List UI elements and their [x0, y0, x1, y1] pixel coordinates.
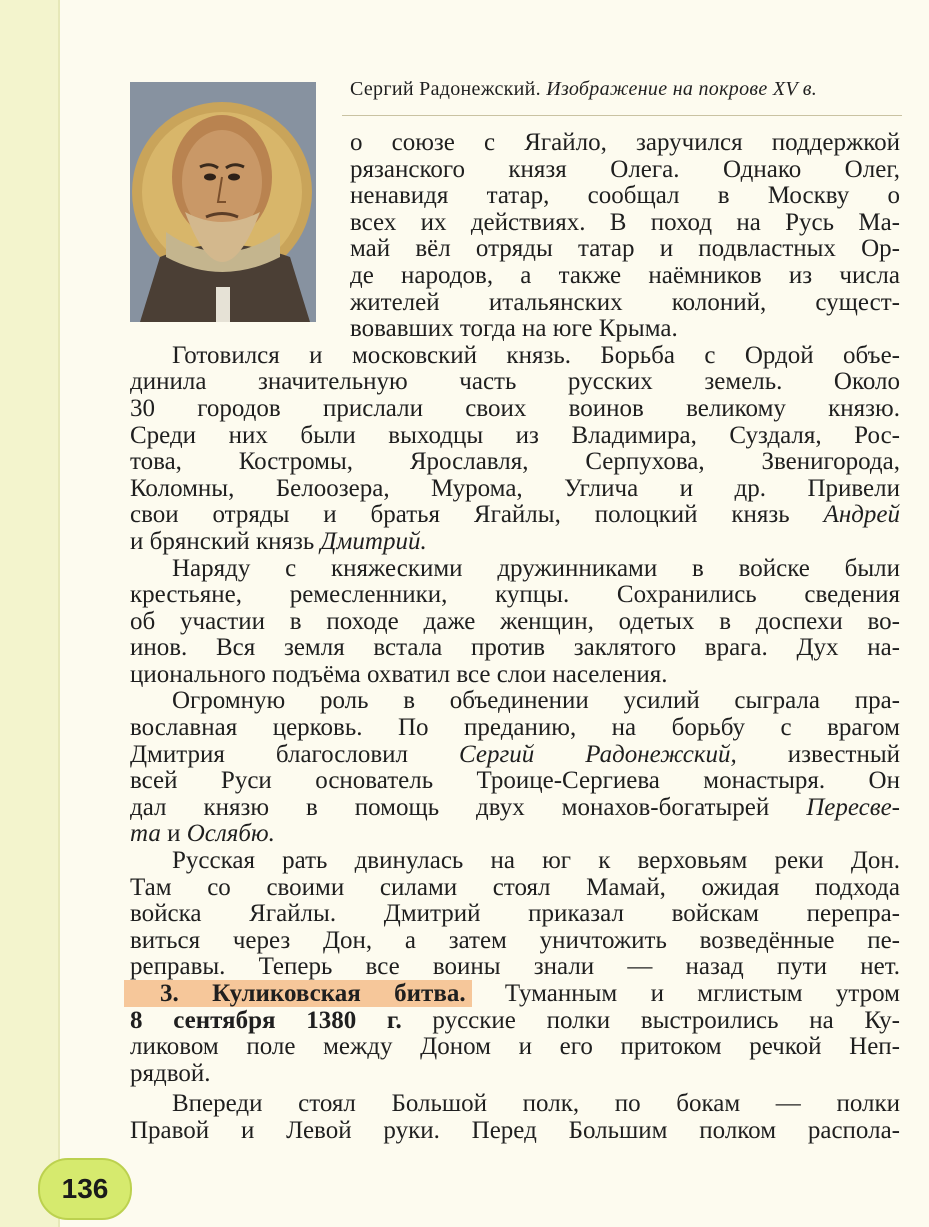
text-line: дал князю в помощь двух монахов-богатырей Пересве- — [130, 793, 901, 821]
caption-name: Сергий Радонежский. — [350, 78, 541, 100]
text-line: всех их действиях. В поход на Русь Ма- — [350, 208, 900, 236]
text-line: ликовом поле между Доном и его притоком речкой Неп- — [130, 1033, 900, 1061]
text-line: об участии в походе даже женщин, одетых в доспехи во- — [130, 607, 900, 635]
text-line: май вёл отряды татар и подвластных Ор- — [350, 235, 900, 263]
page-number: 136 — [38, 1158, 132, 1220]
figure-caption — [350, 78, 910, 101]
text-line: рядвой. — [130, 1059, 211, 1087]
text-line: ционального подъёма охватил все слои населения. — [130, 660, 668, 688]
name-sergius: Сергий Радонежский, — [459, 740, 737, 768]
body-text — [130, 130, 900, 1145]
text-line: вославная церковь. По преданию, на борьбу с врагом — [130, 714, 900, 742]
text-line: Дмитрия благословил Сергий Радонежский, известный — [130, 740, 901, 768]
battle-date: 8 сентября 1380 г. — [130, 1006, 402, 1034]
caption-divider — [342, 115, 902, 116]
text-line: о союзе с Ягайло, заручился поддержкой — [350, 129, 900, 156]
text-line: Наряду с княжескими дружинниками в войске были — [172, 554, 900, 582]
text-line: 3. Куликовская битва. Туманным и мглистым утром — [130, 981, 900, 1008]
text-line: 30 городов прислали своих воинов великому князю. — [130, 394, 900, 422]
text-line: и брянский князь Дмитрий. — [130, 527, 427, 555]
text-line: вовавших тогда на юге Крыма. — [350, 315, 678, 343]
text-line: Коломны, Белоозера, Мурома, Углича и др. Привели — [130, 474, 900, 502]
caption-description: Изображение на покрове XV в. — [546, 78, 818, 100]
text-line: това, Костромы, Ярославля, Серпухова, Звенигорода, — [130, 448, 900, 476]
name-andrey: Андрей — [823, 501, 901, 529]
text-line: Впереди стоял Большой полк, по бокам — полки — [172, 1090, 900, 1118]
text-line: виться через Дон, а затем уничтожить возведённые пе- — [130, 926, 900, 954]
text-line: де народов, а также наёмников из числа — [350, 261, 900, 289]
text-line: крестьяне, ремесленники, купцы. Сохранились сведения — [130, 581, 900, 609]
text-line: рязанского князя Олега. Однако Олег, — [350, 155, 900, 183]
text-line: свои отряды и братья Ягайлы, полоцкий князь Андрей — [130, 501, 901, 529]
text-line: динила значительную часть русских земель. Около — [130, 368, 900, 396]
text-line: Правой и Левой руки. Перед Большим полком распола- — [130, 1116, 900, 1144]
text-line: ненавидя татар, сообщал в Москву о — [350, 182, 900, 210]
text-line: Там со своими силами стоял Мамай, ожидая подхода — [130, 873, 900, 901]
page-edge — [58, 0, 60, 1227]
name-peresvet: Пересве- — [806, 793, 901, 821]
text-line: 8 сентября 1380 г. русские полки выстроились на Ку- — [130, 1006, 900, 1034]
text-line: войска Ягайлы. Дмитрий приказал войскам перепра- — [130, 900, 900, 928]
text-line: Среди них были выходцы из Владимира, Суздаля, Рос- — [130, 421, 900, 449]
name-oslyabya: Ослябю. — [186, 820, 275, 848]
text-line: та и Ослябю. — [130, 820, 275, 848]
section-heading: 3. Куликовская битва. — [124, 980, 472, 1007]
text-line: жителей итальянских колоний, сущест- — [350, 288, 900, 316]
name-dmitry: Дмитрий. — [320, 527, 427, 555]
text-line: Готовился и московский князь. Борьба с Ордой объе- — [172, 341, 900, 369]
text-line: Огромную роль в объединении усилий сыграла пра- — [172, 687, 900, 715]
text-line: реправы. Теперь все воины знали — назад пути нет. — [130, 953, 900, 981]
page-margin-strip — [0, 0, 58, 1227]
text-line: инов. Вся земля встала против заклятого врага. Дух на- — [130, 634, 900, 662]
text-line: Русская рать двинулась на юг к верховьям реки Дон. — [172, 847, 900, 875]
text-line: всей Руси основатель Троице-Сергиева монастыря. Он — [130, 767, 900, 795]
